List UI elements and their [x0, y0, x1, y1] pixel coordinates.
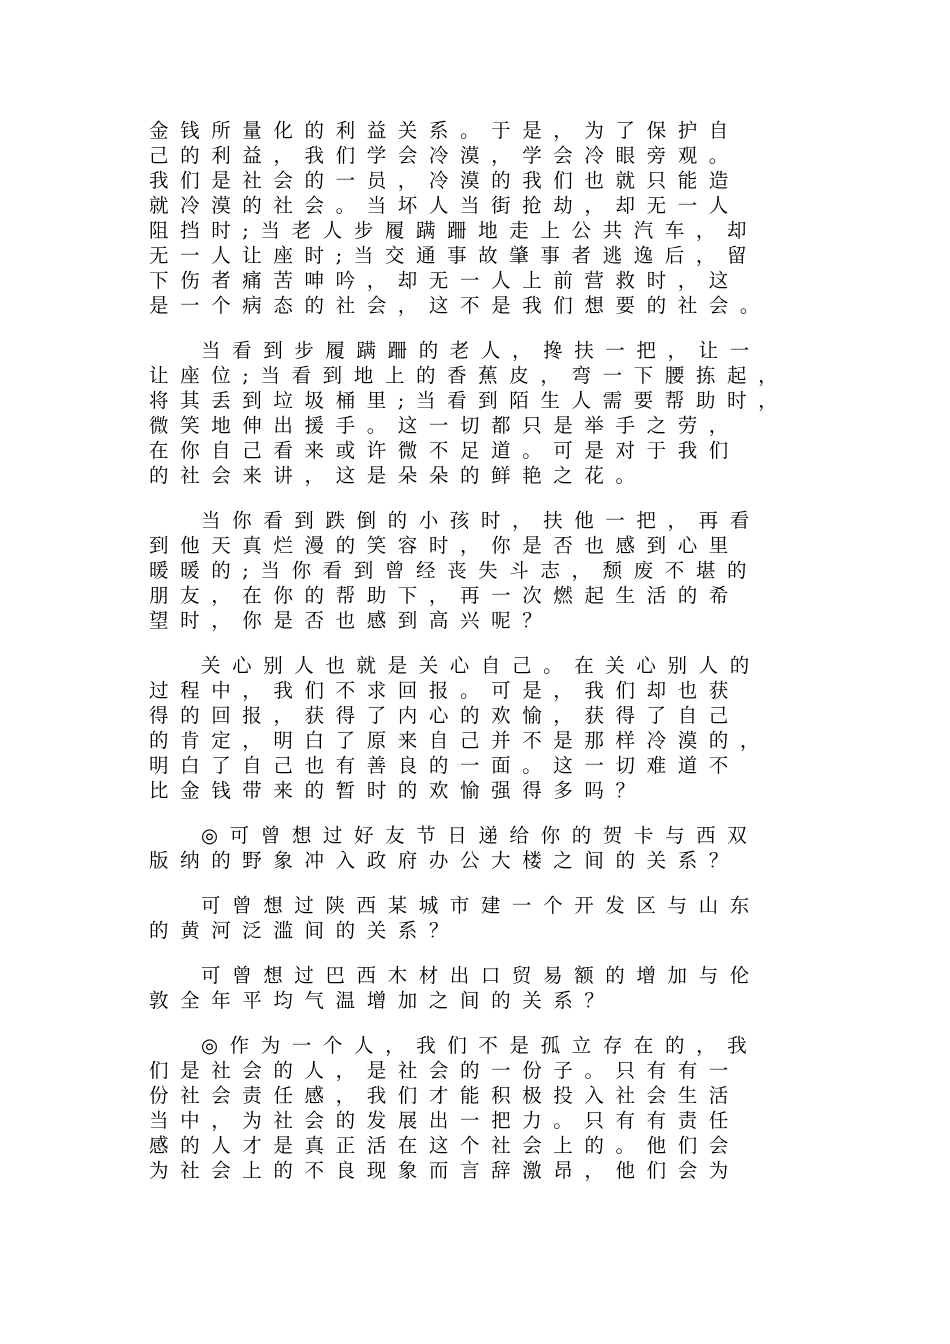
text-line: 己的利益，我们学会冷漠，学会冷眼旁观。	[149, 144, 740, 167]
text-line: 无一人让座时;当交通事故肇事者逃逸后，留	[149, 244, 759, 267]
text-line: 当中，为社会的发展出一把力。只有有责任	[149, 1109, 740, 1132]
text-line: 就冷漠的社会。当坏人当街抢劫，却无一人	[149, 194, 740, 217]
paragraph-2	[149, 338, 809, 488]
text-line: 望时，你是否也感到高兴呢？	[149, 609, 554, 632]
text-line: 过程中，我们不求回报。可是，我们却也获	[149, 679, 740, 702]
text-line: 为社会上的不良现象而言辞激昂，他们会为	[149, 1159, 740, 1182]
text-line: 在你自己看来或许微不足道。可是对于我们	[149, 439, 740, 462]
text-line: 当你看到跌倒的小孩时，扶他一把，再看	[201, 509, 761, 532]
paragraph-4	[149, 653, 809, 803]
text-line: 明白了自己也有善良的一面。这一切难道不	[149, 754, 740, 777]
text-line: 们是社会的人，是社会的一份子。只有有一	[149, 1059, 740, 1082]
text-line: 可曾想过陕西某城市建一个开发区与山东	[201, 894, 761, 917]
text-line: 让座位;当看到地上的香蕉皮，弯一下腰拣起，	[149, 364, 790, 387]
paragraph-5	[149, 823, 809, 873]
text-line: ◎可曾想过好友节日递给你的贺卡与西双	[201, 824, 759, 847]
paragraph-6	[149, 893, 809, 943]
text-line: 的黄河泛滥间的关系？	[149, 919, 461, 942]
text-line: 阻挡时;当老人步履蹒跚地走上公共汽车，却	[149, 219, 759, 242]
text-line: 当看到步履蹒跚的老人，搀扶一把，让一	[201, 339, 761, 362]
text-line: 感的人才是真正活在这个社会上的。他们会	[149, 1134, 740, 1157]
text-line: 朋友，在你的帮助下，再一次燃起生活的希	[149, 584, 740, 607]
text-line: 我们是社会的一员，冷漠的我们也就只能造	[149, 169, 740, 192]
paragraph-3	[149, 508, 809, 633]
text-line: 下伤者痛苦呻吟，却无一人上前营救时，这	[149, 269, 740, 292]
text-line: 敦全年平均气温增加之间的关系？	[149, 989, 616, 1012]
text-line: 版纳的野象冲入政府办公大楼之间的关系？	[149, 849, 740, 872]
essay-body	[149, 118, 809, 1203]
paragraph-1	[149, 118, 809, 318]
text-line: ◎作为一个人，我们不是孤立存在的，我	[201, 1034, 759, 1057]
text-line: 暖暖的;当你看到曾经丧失斗志，颓废不堪的	[149, 559, 759, 582]
text-line: 得的回报，获得了内心的欢愉，获得了自己	[149, 704, 740, 727]
text-line: 到他天真烂漫的笑容时，你是否也感到心里	[149, 534, 740, 557]
text-line: 金钱所量化的利益关系。于是，为了保护自	[149, 119, 740, 142]
text-line: 是一个病态的社会，这不是我们想要的社会。	[149, 294, 772, 317]
text-line: 比金钱带来的暂时的欢愉强得多吗？	[149, 779, 647, 802]
text-line: 可曾想过巴西木材出口贸易额的增加与伦	[201, 964, 761, 987]
text-line: 的肯定，明白了原来自己并不是那样冷漠的，	[149, 729, 772, 752]
text-line: 的社会来讲，这是朵朵的鲜艳之花。	[149, 464, 647, 487]
text-line: 关心别人也就是关心自己。在关心别人的	[201, 654, 761, 677]
text-line: 微笑地伸出援手。这一切都只是举手之劳，	[149, 414, 740, 437]
paragraph-8	[149, 1033, 809, 1183]
text-line: 份社会责任感，我们才能积极投入社会生活	[149, 1084, 740, 1107]
text-line: 将其丢到垃圾桶里;当看到陌生人需要帮助时，	[149, 389, 790, 412]
paragraph-7	[149, 963, 809, 1013]
